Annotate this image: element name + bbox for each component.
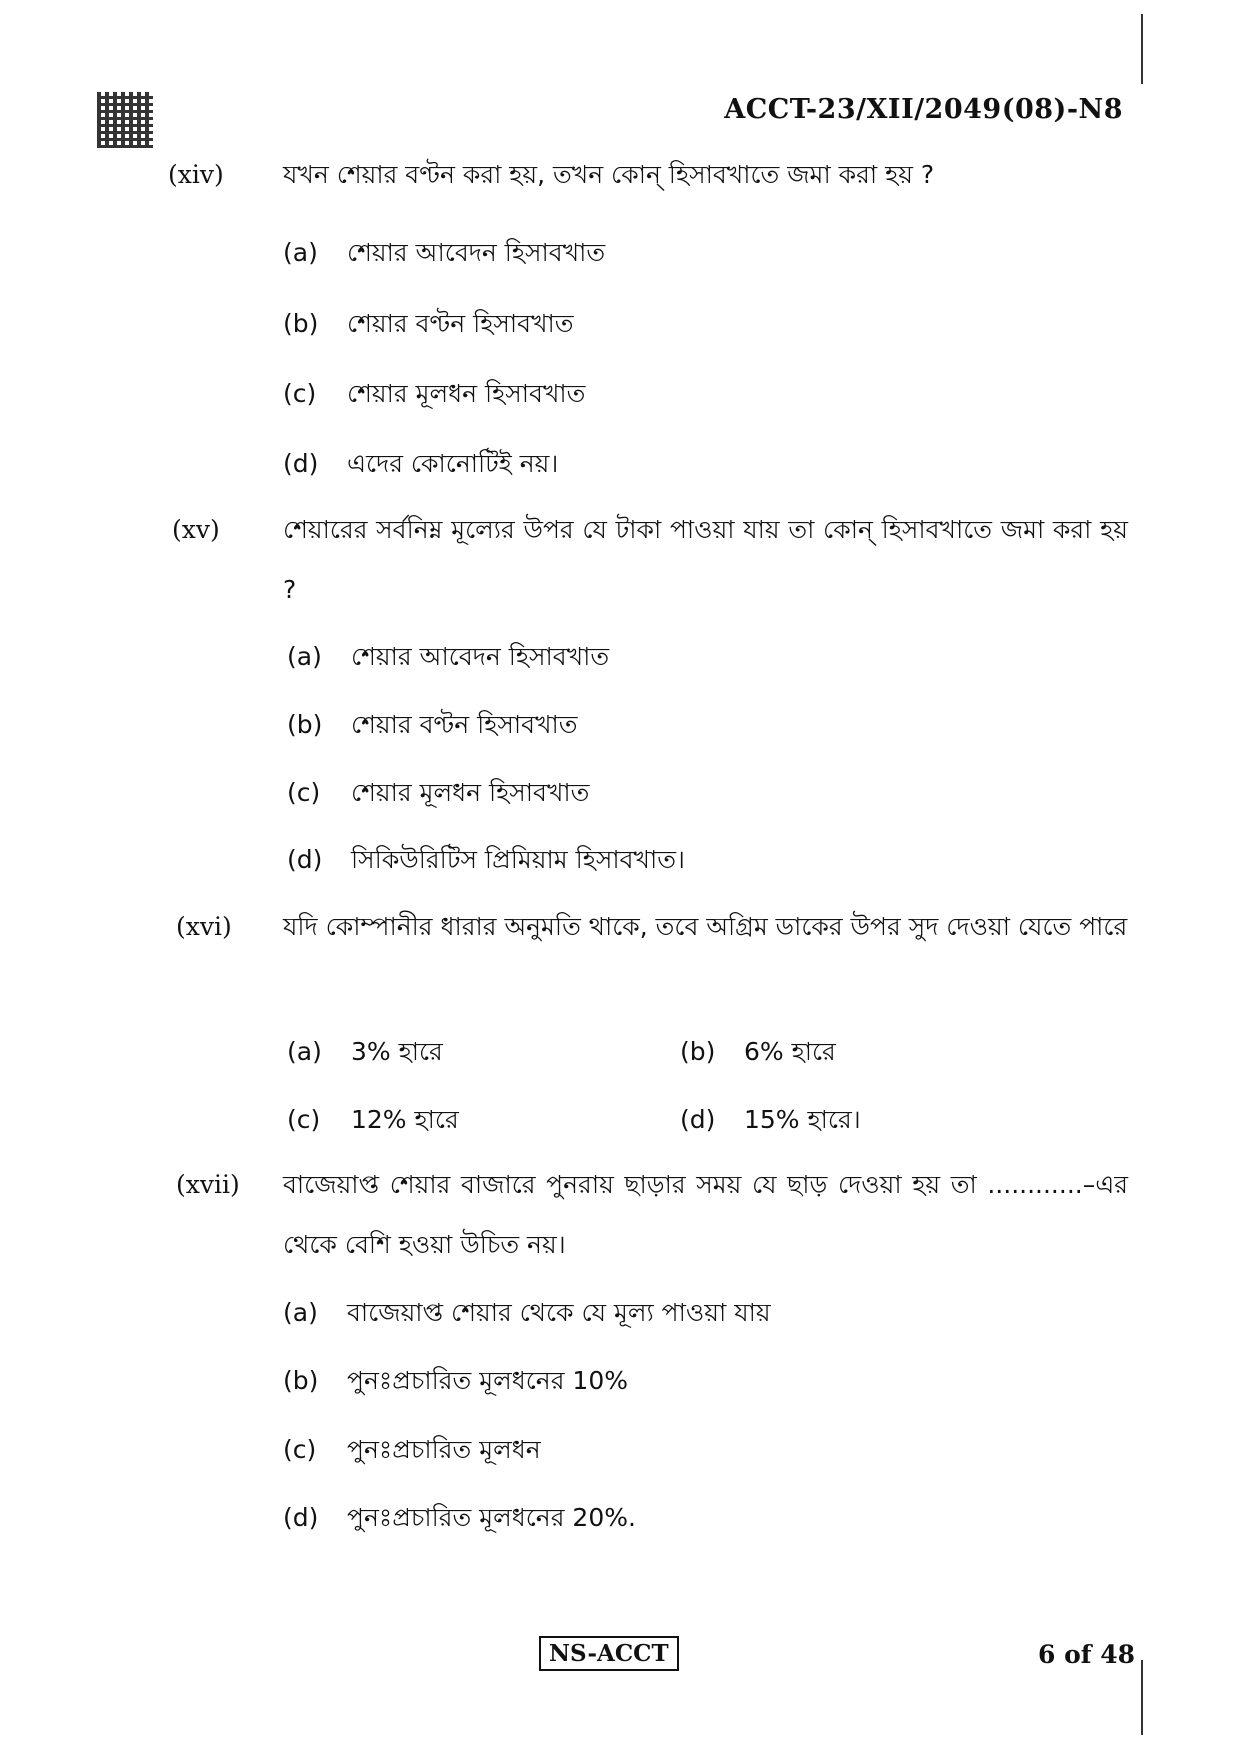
option [283,233,605,276]
option-text: পুনঃপ্রচারিত মূলধনের 20%. [347,1503,636,1532]
option-text: শেয়ার মূলধন হিসাবখাত [351,778,590,807]
option-label: (c) [283,379,317,408]
option-text: 12% হারে [351,1105,459,1134]
option [283,1293,771,1336]
option-label: (a) [283,238,318,267]
option-text: শেয়ার বণ্টন হিসাবখাত [351,710,578,739]
option-label: (d) [283,1503,319,1532]
option-label: (b) [680,1037,716,1066]
question-text: যদি কোম্পানীর ধারার অনুমতি থাকে, তবে অগ্রিম ডাকের উপর সুদ দেওয়া যেতে পারে [283,912,1128,941]
option-label: (b) [283,1366,319,1395]
option [283,444,558,487]
page-number: 6 of 48 [1037,1640,1135,1669]
option [287,840,685,883]
option [287,637,609,680]
option-text: এদের কোনোটিই নয়। [347,449,559,478]
option-text: সিকিউরিটিস প্রিমিয়াম হিসাবখাত। [351,845,685,874]
option [283,1498,636,1541]
option-text: শেয়ার মূলধন হিসাবখাত [347,379,586,408]
option-label: (a) [287,1037,322,1066]
paper-code: ACCT-23/XII/2049(08)-N8 [724,94,1123,125]
option-label: (d) [283,449,319,478]
option [680,1100,861,1143]
option [283,374,585,417]
option [287,1100,459,1143]
option [287,773,589,816]
option [283,1430,541,1473]
option-label: (c) [283,1435,317,1464]
question-text: যখন শেয়ার বণ্টন করা হয়, তখন কোন্ হিসাবখাতে জমা করা হয় ? [283,160,935,189]
option-label: (a) [283,1298,318,1327]
scan-edge-line [1141,14,1143,84]
option-text: পুনঃপ্রচারিত মূলধন [347,1435,541,1464]
question-number: (xvii) [176,1170,240,1199]
option-text: 3% হারে [351,1037,443,1066]
option [680,1032,836,1075]
qr-code [97,92,153,148]
question-text: বাজেয়াপ্ত শেয়ার বাজারে পুনরায় ছাড়ার সময় যে ছাড় দেওয়া হয় তা ............–এর থেকে বেশি হওয়া উচিত নয়। [283,1170,1128,1259]
option-label: (c) [287,1105,321,1134]
option-label: (c) [287,778,321,807]
question-number: (xiv) [168,160,224,189]
option [287,1032,443,1075]
option [283,304,574,347]
question-text: শেয়ারের সর্বনিম্ন মূল্যের উপর যে টাকা পাওয়া যায় তা কোন্ হিসাবখাতে জমা করা হয় ? [283,515,1128,604]
option-text: শেয়ার বণ্টন হিসাবখাত [347,309,574,338]
option-label: (b) [283,309,319,338]
option-text: 6% হারে [744,1037,836,1066]
option-label: (b) [287,710,323,739]
question-number: (xv) [172,515,220,544]
option-text: পুনঃপ্রচারিত মূলধনের 10% [347,1366,628,1395]
option [287,705,578,748]
scan-edge-line [1141,1660,1143,1735]
option-text: শেয়ার আবেদন হিসাবখাত [351,642,610,671]
option-label: (d) [287,845,323,874]
question-number: (xvi) [176,912,232,941]
option-label: (d) [680,1105,716,1134]
option-text: বাজেয়াপ্ত শেয়ার থেকে যে মূল্য পাওয়া যায় [347,1298,771,1327]
option [283,1361,628,1404]
footer-code-box: NS-ACCT [539,1636,679,1671]
option-label: (a) [287,642,322,671]
option-text: শেয়ার আবেদন হিসাবখাত [347,238,606,267]
option-text: 15% হারে। [744,1105,861,1134]
